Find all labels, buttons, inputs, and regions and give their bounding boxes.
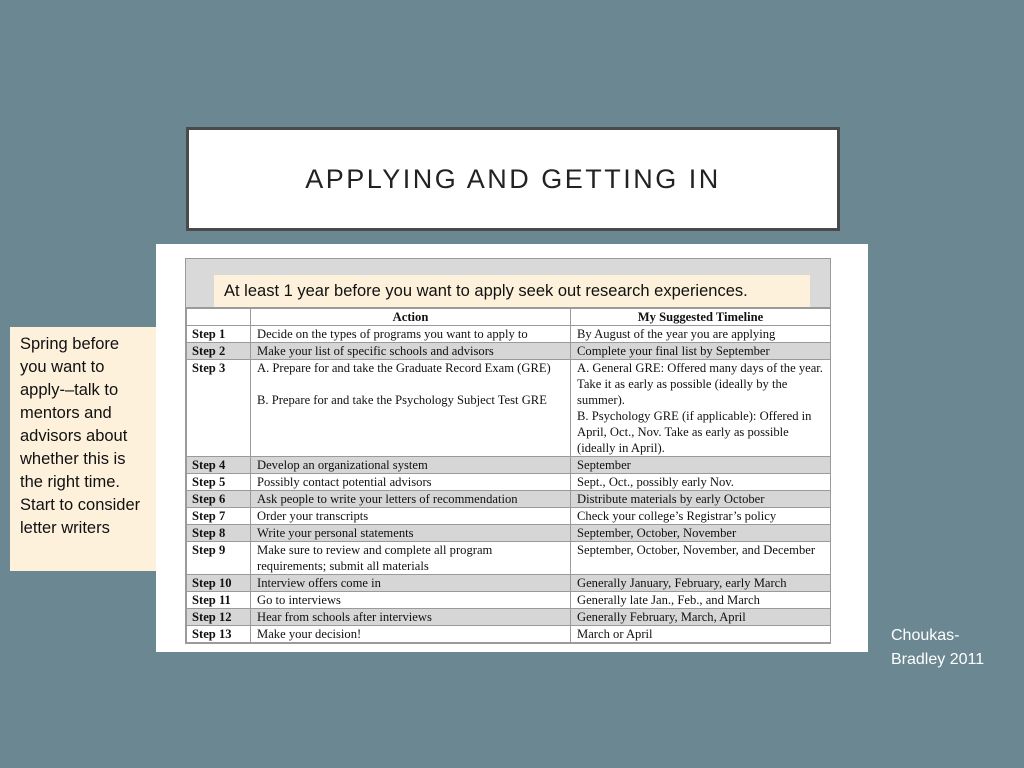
step-cell: Step 11 — [187, 592, 251, 609]
table-row — [187, 626, 831, 643]
step-cell: Step 12 — [187, 609, 251, 626]
action-cell: Order your transcripts — [251, 508, 571, 525]
table-row — [187, 592, 831, 609]
table-row — [187, 457, 831, 474]
action-cell: Possibly contact potential advisors — [251, 474, 571, 491]
step-cell: Step 2 — [187, 343, 251, 360]
timeline-cell: September, October, November, and December — [571, 542, 831, 575]
research-callout-text: At least 1 year before you want to apply seek out research experiences. — [224, 281, 748, 300]
action-cell: Make sure to review and complete all program requirements; submit all materials — [251, 542, 571, 575]
table-row — [187, 474, 831, 491]
action-cell: Make your list of specific schools and advisors — [251, 343, 571, 360]
timeline-part-a: A. General GRE: Offered many days of the year. Take it as early as possible (ideally by the summer). — [577, 361, 823, 407]
timeline-table-container — [185, 258, 831, 644]
step-cell: Step 1 — [187, 326, 251, 343]
timeline-cell: Complete your final list by September — [571, 343, 831, 360]
action-cell: Decide on the types of programs you want to apply to — [251, 326, 571, 343]
step-cell: Step 8 — [187, 525, 251, 542]
step-cell: Step 13 — [187, 626, 251, 643]
table-row — [187, 525, 831, 542]
table-row — [187, 575, 831, 592]
table-row — [187, 609, 831, 626]
slide-title-box — [186, 127, 840, 231]
timeline-cell: Generally late Jan., Feb., and March — [571, 592, 831, 609]
timeline-cell: March or April — [571, 626, 831, 643]
table-row — [187, 491, 831, 508]
spring-callout — [10, 327, 156, 571]
step-cell: Step 4 — [187, 457, 251, 474]
timeline-cell: September — [571, 457, 831, 474]
timeline-cell: Check your college’s Registrar’s policy — [571, 508, 831, 525]
step-cell: Step 6 — [187, 491, 251, 508]
step-cell: Step 9 — [187, 542, 251, 575]
header-timeline: My Suggested Timeline — [571, 309, 831, 326]
action-cell: Write your personal statements — [251, 525, 571, 542]
timeline-table — [186, 308, 831, 643]
timeline-part-b: B. Psychology GRE (if applicable): Offered in April, Oct., Nov. Take as early as possible (ideally in April). — [577, 409, 812, 455]
step-cell: Step 10 — [187, 575, 251, 592]
slide-title: APPLYING AND GETTING IN — [305, 163, 721, 194]
table-row — [187, 343, 831, 360]
table-header-row — [187, 309, 831, 326]
action-cell: Ask people to write your letters of recommendation — [251, 491, 571, 508]
timeline-cell: By August of the year you are applying — [571, 326, 831, 343]
author-credit: Choukas-Bradley 2011 — [891, 627, 985, 668]
action-cell: Hear from schools after interviews — [251, 609, 571, 626]
step-cell: Step 5 — [187, 474, 251, 491]
timeline-cell: Distribute materials by early October — [571, 491, 831, 508]
action-cell: Go to interviews — [251, 592, 571, 609]
action-cell: Develop an organizational system — [251, 457, 571, 474]
timeline-cell: Generally January, February, early March — [571, 575, 831, 592]
table-row — [187, 326, 831, 343]
action-cell: Interview offers come in — [251, 575, 571, 592]
timeline-cell: September, October, November — [571, 525, 831, 542]
step-cell: Step 3 — [187, 360, 251, 457]
header-action: Action — [251, 309, 571, 326]
table-row — [187, 542, 831, 575]
action-part-a: A. Prepare for and take the Graduate Record Exam (GRE) — [257, 361, 551, 375]
table-row — [187, 508, 831, 525]
action-cell — [251, 360, 571, 457]
spring-callout-text: Spring before you want to apply-–talk to mentors and advisors about whether this is the right time. Start to consider letter writers — [20, 335, 141, 537]
research-callout — [214, 275, 810, 307]
action-cell: Make your decision! — [251, 626, 571, 643]
timeline-cell: Generally February, March, April — [571, 609, 831, 626]
action-part-b: B. Prepare for and take the Psychology Subject Test GRE — [257, 393, 547, 407]
timeline-cell: Sept., Oct., possibly early Nov. — [571, 474, 831, 491]
header-step — [187, 309, 251, 326]
timeline-cell — [571, 360, 831, 457]
step-cell: Step 7 — [187, 508, 251, 525]
table-row — [187, 360, 831, 457]
